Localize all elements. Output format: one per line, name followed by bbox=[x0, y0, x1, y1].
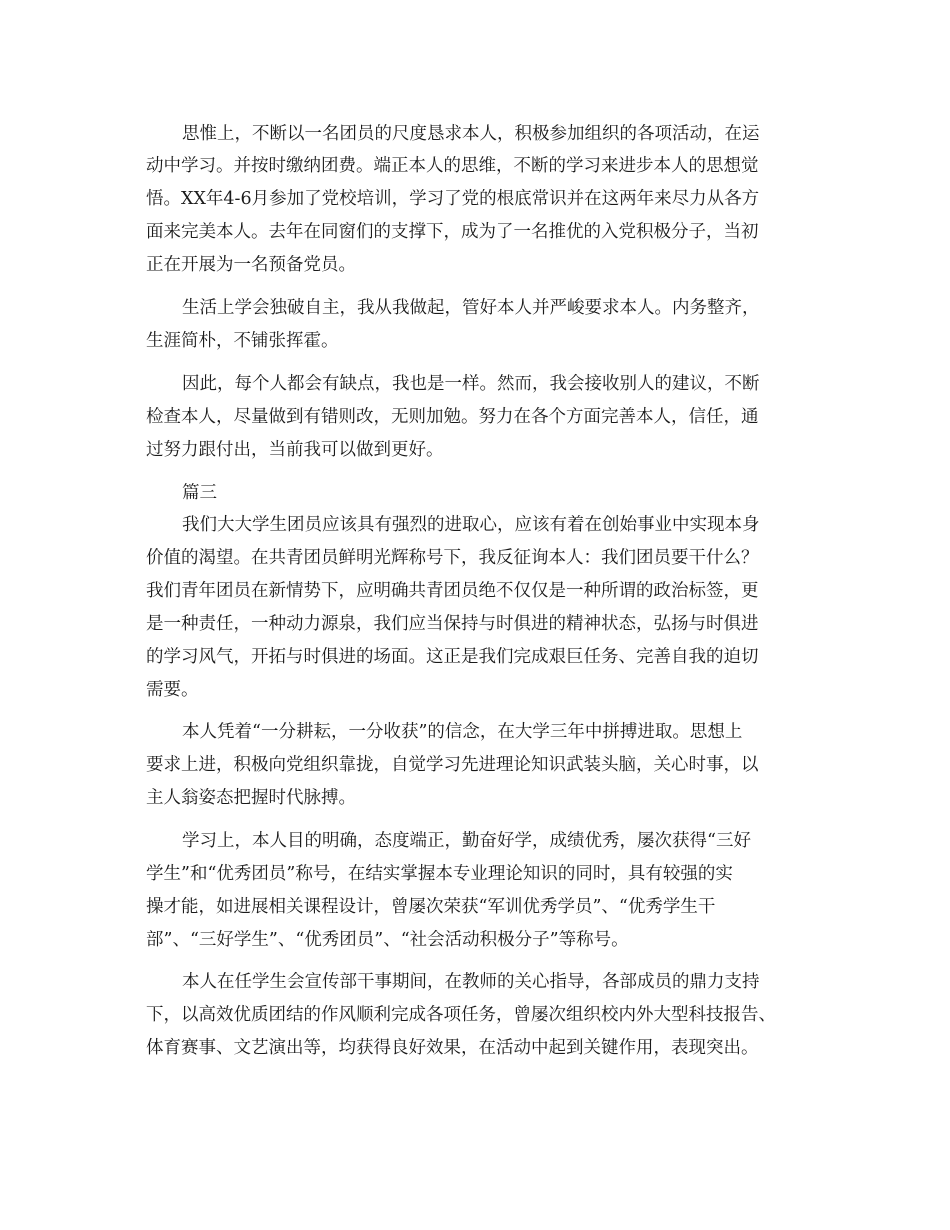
text-line: 部”、“三好学生”、“优秀团员”、“社会活动积极分子”等称号。 bbox=[146, 930, 629, 950]
text-line: 下，以高效优质团结的作风顺利完成各项任务，曾屡次组织校内外大型科技报告、 bbox=[146, 1005, 776, 1025]
text-line: 动中学习。并按时缴纳团费。端正本人的思维，不断的学习来进步本人的思想觉 bbox=[146, 156, 759, 176]
text-line: 需要。 bbox=[146, 680, 199, 700]
text-line: 面来完美本人。去年在同窗们的支撑下，成为了一名推优的入党积极分子，当初 bbox=[146, 222, 759, 242]
text-line: 因此，每个人都会有缺点，我也是一样。然而，我会接收别人的建议，不断 bbox=[182, 374, 760, 394]
text-line: 学生”和“优秀团员”称号，在结实掌握本专业理论知识的同时，具有较强的实 bbox=[146, 864, 733, 884]
text-line: 检查本人，尽量做到有错则改，无则加勉。努力在各个方面完善本人，信任，通 bbox=[146, 407, 759, 427]
text-line: 学习上，本人目的明确，态度端正，勤奋好学，成绩优秀，屡次获得“三好 bbox=[182, 831, 751, 851]
text-line: 体育赛事、文艺演出等，均获得良好效果，在活动中起到关键作用，表现突出。 bbox=[146, 1038, 759, 1058]
text-line: 生涯简朴，不铺张挥霍。 bbox=[146, 331, 339, 351]
text-line: 我们大大学生团员应该具有强烈的进取心，应该有着在创始事业中实现本身 bbox=[182, 515, 760, 535]
text-line: 生活上学会独破自主，我从我做起，管好本人并严峻要求本人。内务整齐， bbox=[182, 298, 760, 318]
text-line: 价值的渴望。在共青团员鲜明光辉称号下，我反征询本人：我们团员要干什么？ bbox=[146, 548, 759, 568]
text-line: 正在开展为一名预备党员。 bbox=[146, 255, 356, 275]
text-line: 本人在任学生会宣传部干事期间，在教师的关心指导，各部成员的鼎力支持 bbox=[182, 972, 760, 992]
text-line: 是一种责任，一种动力源泉，我们应当保持与时俱进的精神状态，弘扬与时俱进 bbox=[146, 614, 759, 634]
text-line: 过努力跟付出，当前我可以做到更好。 bbox=[146, 440, 444, 460]
text-line: 本人凭着“一分耕耘，一分收获”的信念，在大学三年中拼搏进取。思想上 bbox=[182, 722, 743, 742]
text-line: 悟。XX年4-6月参加了党校培训，学习了党的根底常识并在这两年来尽力从各方 bbox=[146, 189, 760, 209]
text-line: 要求上进，积极向党组织靠拢，自觉学习先进理论知识武装头脑，关心时事，以 bbox=[146, 755, 759, 775]
text-line: 我们青年团员在新情势下，应明确共青团员绝不仅仅是一种所谓的政治标签，更 bbox=[146, 581, 759, 601]
text-line: 的学习风气，开拓与时俱进的场面。这正是我们完成艰巨任务、完善自我的迫切 bbox=[146, 647, 759, 667]
text-line: 主人翁姿态把握时代脉搏。 bbox=[146, 788, 356, 808]
text-line: 思惟上，不断以一名团员的尺度恳求本人，积极参加组织的各项活动，在运 bbox=[182, 124, 760, 144]
text-line: 操才能，如进展相关课程设计，曾屡次荣获“军训优秀学员”、“优秀学生干 bbox=[146, 897, 716, 917]
section-heading: 篇三 bbox=[182, 483, 217, 503]
